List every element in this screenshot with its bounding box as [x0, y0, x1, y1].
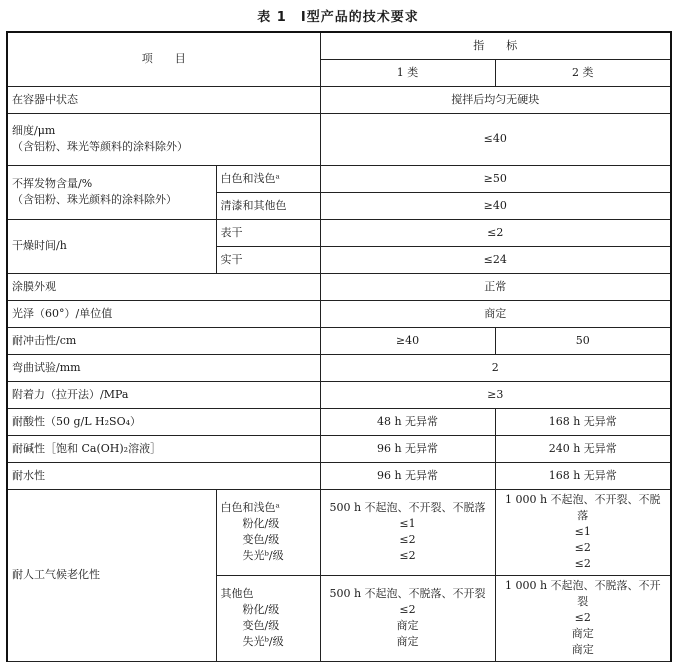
row-weathering-a [7, 489, 671, 575]
value-drying-1: ≤2 [320, 219, 671, 246]
group-a-chalk: 粉化/级 [242, 517, 280, 530]
group-b-c1-gloss: 商定 [396, 635, 419, 648]
group-b-gloss-loss: 失光ᵇ/级 [242, 635, 284, 648]
value-alkali-class1: 96 h 无异常 [320, 435, 495, 462]
group-b-c2-discolor: 商定 [571, 627, 594, 640]
value-acid-class1: 48 h 无异常 [320, 408, 495, 435]
label-fineness [7, 113, 320, 165]
technical-requirements-table [6, 31, 672, 662]
group-b-chalk: 粉化/级 [242, 603, 280, 616]
label-water: 耐水性 [7, 462, 320, 489]
row-drying-a [7, 219, 671, 246]
value-weathering-b-class1 [320, 575, 495, 661]
group-b-c2-gloss: 商定 [571, 643, 594, 656]
group-b-c1-discolor: 商定 [396, 619, 419, 632]
group-b-c1-chalk: ≤2 [399, 603, 416, 616]
label-drying: 干燥时间/h [7, 219, 216, 273]
label-acid: 耐酸性（50 g/L H₂SO₄） [7, 408, 320, 435]
label-fineness-line1: 细度/μm [12, 124, 56, 137]
group-b-c2-chalk: ≤2 [574, 611, 591, 624]
label-fineness-line2: （含铝粉、珠光等颜料的涂料除外） [12, 140, 188, 153]
value-water-class2: 168 h 无异常 [495, 462, 671, 489]
row-appearance [7, 273, 671, 300]
header-item: 项 目 [7, 32, 320, 86]
sub-drying-1: 表干 [216, 219, 320, 246]
group-b-head: 其他色 [220, 587, 254, 600]
sub-weathering-group-a [216, 489, 320, 575]
row-fineness [7, 113, 671, 165]
group-a-c1-discolor: ≤2 [399, 533, 416, 546]
value-appearance: 正常 [320, 273, 671, 300]
value-acid-class2: 168 h 无异常 [495, 408, 671, 435]
label-bend: 弯曲试验/mm [7, 354, 320, 381]
group-a-c2-head: 1 000 h 不起泡、不开裂、不脱落 [504, 493, 661, 522]
label-impact: 耐冲击性/cm [7, 327, 320, 354]
header-row [7, 32, 671, 59]
value-weathering-a-class2 [495, 489, 671, 575]
row-impact [7, 327, 671, 354]
group-a-gloss-loss: 失光ᵇ/级 [242, 549, 284, 562]
row-alkali [7, 435, 671, 462]
label-appearance: 涂膜外观 [7, 273, 320, 300]
group-b-discolor: 变色/级 [242, 619, 280, 632]
label-container-state: 在容器中状态 [7, 86, 320, 113]
label-weathering: 耐人工气候老化性 [7, 489, 216, 661]
group-a-c2-chalk: ≤1 [574, 525, 591, 538]
label-gloss: 光泽（60°）/单位值 [7, 300, 320, 327]
value-nonvolatile-1: ≥50 [320, 165, 671, 192]
row-acid [7, 408, 671, 435]
value-container-state: 搅拌后均匀无硬块 [320, 86, 671, 113]
label-nonvolatile-line1: 不挥发物含量/% [12, 177, 93, 190]
value-fineness: ≤40 [320, 113, 671, 165]
row-container-state [7, 86, 671, 113]
group-a-c1-gloss: ≤2 [399, 549, 416, 562]
row-nonvolatile-a [7, 165, 671, 192]
group-b-c2-head: 1 000 h 不起泡、不脱落、不开裂 [504, 579, 661, 608]
label-nonvolatile-line2: （含铝粉、珠光颜料的涂料除外） [12, 193, 177, 206]
sub-nonvolatile-1: 白色和浅色ᵃ [216, 165, 320, 192]
sub-weathering-group-b [216, 575, 320, 661]
row-gloss [7, 300, 671, 327]
header-indicator: 指 标 [320, 32, 671, 59]
value-nonvolatile-2: ≥40 [320, 192, 671, 219]
value-impact-class1: ≥40 [320, 327, 495, 354]
group-a-c2-discolor: ≤2 [574, 541, 591, 554]
group-a-head: 白色和浅色ᵃ [220, 501, 280, 514]
value-water-class1: 96 h 无异常 [320, 462, 495, 489]
label-nonvolatile [7, 165, 216, 219]
value-bend: 2 [320, 354, 671, 381]
label-alkali: 耐碱性［饱和 Ca(OH)₂溶液］ [7, 435, 320, 462]
row-adhesion [7, 381, 671, 408]
group-a-c1-chalk: ≤1 [399, 517, 416, 530]
value-weathering-a-class1 [320, 489, 495, 575]
value-impact-class2: 50 [495, 327, 671, 354]
label-adhesion: 附着力（拉开法）/MPa [7, 381, 320, 408]
value-alkali-class2: 240 h 无异常 [495, 435, 671, 462]
row-bend [7, 354, 671, 381]
sub-nonvolatile-2: 清漆和其他色 [216, 192, 320, 219]
header-class2: 2 类 [495, 59, 671, 86]
value-drying-2: ≤24 [320, 246, 671, 273]
value-gloss: 商定 [320, 300, 671, 327]
group-a-discolor: 变色/级 [242, 533, 280, 546]
table-title: 表 1 Ⅰ型产品的技术要求 [257, 10, 419, 25]
sub-drying-2: 实干 [216, 246, 320, 273]
value-adhesion: ≥3 [320, 381, 671, 408]
group-a-c1-head: 500 h 不起泡、不开裂、不脱落 [329, 501, 486, 514]
group-a-c2-gloss: ≤2 [574, 557, 591, 570]
value-weathering-b-class2 [495, 575, 671, 661]
header-class1: 1 类 [320, 59, 495, 86]
row-water [7, 462, 671, 489]
group-b-c1-head: 500 h 不起泡、不脱落、不开裂 [329, 587, 486, 600]
